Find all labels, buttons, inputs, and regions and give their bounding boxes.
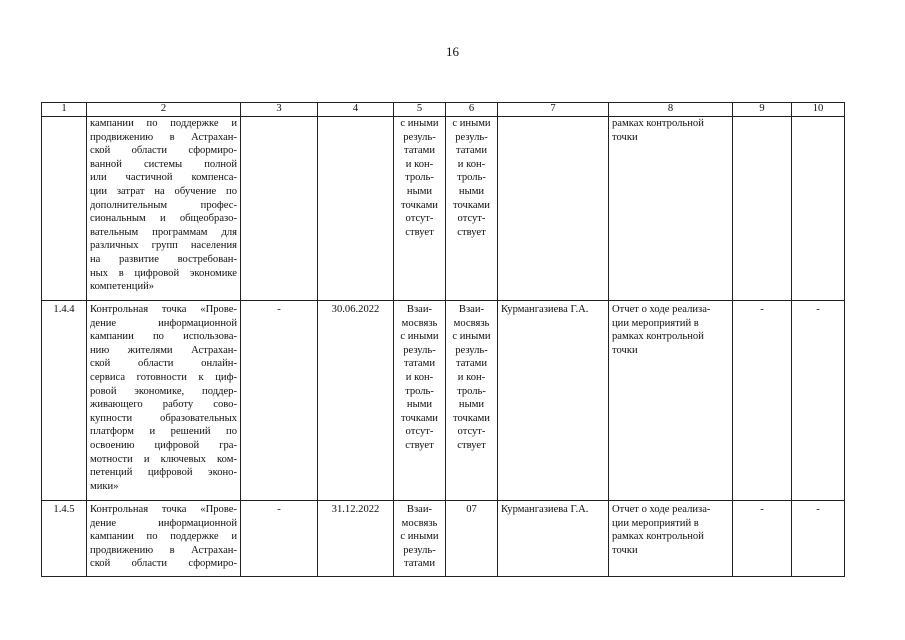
table-header-row <box>42 103 845 117</box>
cell-col5: с иными резуль- татами и кон- троль- ными точками отсут- ствует <box>394 117 446 301</box>
cell-col9: - <box>733 501 792 577</box>
column-header: 9 <box>733 103 792 117</box>
column-header: 6 <box>446 103 498 117</box>
cell-result: Отчет о ходе реализа- ции мероприятий в рамках контрольной точки <box>609 301 733 501</box>
cell-col10 <box>792 117 845 301</box>
row-number <box>42 117 87 301</box>
cell-result: Отчет о ходе реализа- ции мероприятий в рамках контрольной точки <box>609 501 733 577</box>
cell-col10: - <box>792 301 845 501</box>
cell-col6: 07 <box>446 501 498 577</box>
column-header: 3 <box>241 103 318 117</box>
cell-responsible: Курмангазиева Г.А. <box>498 301 609 501</box>
table-row <box>42 501 845 577</box>
column-header: 8 <box>609 103 733 117</box>
column-header: 1 <box>42 103 87 117</box>
cell-date: 31.12.2022 <box>318 501 394 577</box>
activity-description: кампании по поддержке и продвижению в Астрахан- ской области сформиро- ванной системы полной или частичной компенса- ции затрат на обучение по дополнительным профес- сиональным и общеобразо- вательным программам для различных групп населения на развитие востребован- ных в цифровой экономике компетенций» <box>87 117 241 301</box>
activity-description: Контрольная точка «Прове- дение информационной кампании по использова- нию жителями Астрахан- ской области онлайн- сервиса готовности к циф- ровой экономике, поддер- живающего работу сово- купности образовательных платформ и решений по освоению цифровой гра- мотности и ключевых ком- петенций цифровой эконо- мики» <box>87 301 241 501</box>
cell-col3: - <box>241 301 318 501</box>
cell-result: рамках контрольной точки <box>609 117 733 301</box>
table-row <box>42 117 845 301</box>
column-header: 10 <box>792 103 845 117</box>
cell-col3 <box>241 117 318 301</box>
cell-col3: - <box>241 501 318 577</box>
table-row <box>42 301 845 501</box>
cell-date <box>318 117 394 301</box>
cell-col10: - <box>792 501 845 577</box>
column-header: 7 <box>498 103 609 117</box>
row-number: 1.4.5 <box>42 501 87 577</box>
cell-responsible <box>498 117 609 301</box>
cell-col5: Взаи- мосвязь с иными резуль- татами и кон- троль- ными точками отсут- ствует <box>394 301 446 501</box>
activity-table <box>41 102 845 577</box>
cell-col6: Взаи- мосвязь с иными резуль- татами и кон- троль- ными точками отсут- ствует <box>446 301 498 501</box>
cell-col6: с иными резуль- татами и кон- троль- ными точками отсут- ствует <box>446 117 498 301</box>
column-header: 4 <box>318 103 394 117</box>
column-header: 5 <box>394 103 446 117</box>
row-number: 1.4.4 <box>42 301 87 501</box>
cell-date: 30.06.2022 <box>318 301 394 501</box>
cell-col9: - <box>733 301 792 501</box>
cell-responsible: Курмангазиева Г.А. <box>498 501 609 577</box>
cell-col5: Взаи- мосвязь с иными резуль- татами <box>394 501 446 577</box>
page-number: 16 <box>446 44 459 59</box>
activity-description: Контрольная точка «Прове- дение информационной кампании по поддержке и продвижению в Астрахан- ской области сформиро- <box>87 501 241 577</box>
column-header: 2 <box>87 103 241 117</box>
cell-col9 <box>733 117 792 301</box>
